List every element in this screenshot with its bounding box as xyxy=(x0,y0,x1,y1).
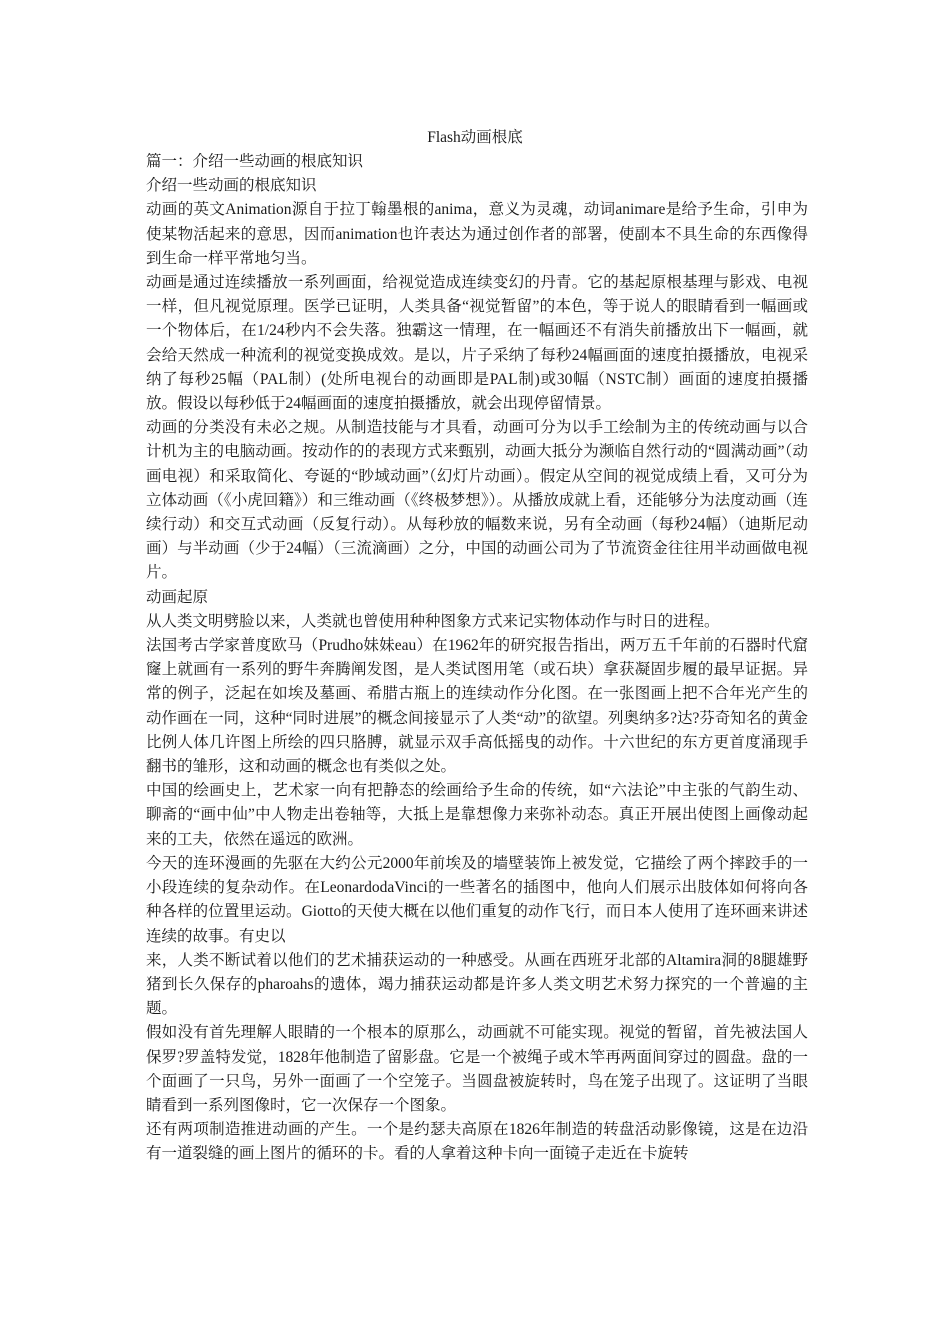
paragraph-archaeology: 法国考古学家普度欧马（Prudho妹妹eau）在1962年的研究报告指出，两万五千年前的石器时代窟窿上就画有一系列的野牛奔腾阐发图，是人类试图用笔（或石块）拿获凝固步履的最早证据。异常的例子，泛起在如埃及墓画、希腊古瓶上的连续动作分化图。在一张图画上把不合年光产生的动作画在一同，这种“同时进展”的概念间接显示了人类“动”的欲望。列奥纳多?达?芬奇知名的黄金比例人体几许图上所绘的四只胳膊，就显示双手高低摇曳的动作。十六世纪的东方更首度涌现手翻书的雏形，这和动画的概念也有类似之处。 xyxy=(146,637,808,776)
paragraph-thaumatrope: 假如没有首先理解人眼睛的一个根本的原那么，动画就不可能实现。视觉的暂留，首先被法国人保罗?罗盖特发觉，1828年他制造了留影盘。它是一个被绳子或木竿再两面间穿过的圆盘。盘的一个面画了一只鸟，另外一面画了一个空笼子。当圆盘被旋转时，鸟在笼子出现了。这证明了当眼睛看到一系列图像时，它一次保存一个图象。 xyxy=(146,1024,808,1114)
paragraph-comic-precursors: 今天的连环漫画的先驱在大约公元2000年前埃及的墙壁装饰上被发觉，它描绘了两个摔跤手的一小段连续的复杂动作。在LeonardodaVinci的一些著名的插图中，他向人们展示出肢体如何将向各种各样的位置里运动。Giotto的天使大概在以他们重复的动作飞行，而日本人使用了连环画来讲述连续的故事。有史以 xyxy=(146,854,808,945)
paragraph-origin-intro: 从人类文明劈脸以来，人类就也曾使用种种图象方式来记实物体动作与时日的进程。 xyxy=(146,612,720,630)
paragraph-capturing-motion: 来，人类不断试着以他们的艺术捕获运动的一种感受。从画在西班牙北部的Altamira洞的8腿雄野猪到长久保存的pharoahs的遗体，竭力捕获运动都是许多人类文明艺术努力探究的一个普遍的主题。 xyxy=(146,951,808,1018)
paragraph-origin-heading: 动画起原 xyxy=(146,588,209,606)
document-title: Flash动画根底 xyxy=(427,129,523,146)
section-heading: 篇一：介绍一些动画的根底知识 xyxy=(146,153,364,170)
subsection-heading: 介绍一些动画的根底知识 xyxy=(146,177,317,195)
paragraph-chinese-painting: 中国的绘画史上，艺术家一向有把静态的绘画给予生命的传统，如“六法论”中主张的气韵生动、聊斋的“画中仙”中人物走出卷轴等，大抵上是靠想像力来弥补动态。真正开展出使图上画像动起来的工夫，依然在遥远的欧洲。 xyxy=(146,782,808,848)
paragraph-phenakistiscope: 还有两项制造推进动画的产生。一个是约瑟夫高原在1826年制造的转盘活动影像镜，这是在边沿有一道裂缝的画上图片的循环的卡。看的人拿着这种卡向一面镜子走近在卡旋转 xyxy=(146,1121,808,1163)
paragraph-animation-etymology: 动画的英文Animation源自于拉丁翰墨根的anima，意义为灵魂，动词animare是给予生命，引申为使某物活起来的意思，因而animation也许表达为通过创作者的部署，使副本不具生命的东西像得到生命一样平常地匀当。 xyxy=(146,201,808,267)
document-body xyxy=(146,150,808,1167)
paragraph-animation-categories: 动画的分类没有未必之规。从制造技能与才具看，动画可分为以手工绘制为主的传统动画与以合计机为主的电脑动画。按动作的的表现方式来甄别，动画大抵分为濒临自然行动的“圆满动画”（动画电视）和采取简化、夸诞的“眇域动画”（幻灯片动画）。假定从空间的视觉成绩上看，又可分为立体动画（《小虎回籍》）和三维动画（《终极梦想》）。从播放成就上看，还能够分为法度动画（连续行动）和交互式动画（反复行动）。从每秒放的幅数来说，另有全动画（每秒24幅）（迪斯尼动画）与半动画（少于24幅）（三流滴画）之分，中国的动画公司为了节流资金往往用半动画做电视片。 xyxy=(146,419,808,582)
paragraph-persistence-of-vision: 动画是通过连续播放一系列画面，给视觉造成连续变幻的丹青。它的基起原根基理与影戏、电视一样，但凡视觉原理。医学已证明，人类具备“视觉暂留”的本色，等于说人的眼睛看到一幅画或一个物体后，在1/24秒内不会失落。独霸这一情理，在一幅画还不有消失前播放出下一幅画，就会给天然成一种流利的视觉变换成效。是以，片子采纳了每秒24幅画面的速度拍摄播放，电视采纳了每秒25幅（PAL制）(处所电视台的动画即是PAL制)或30幅（NSTC制）画面的速度拍摄播放。假设以每秒低于24幅画面的速度拍摄播放，就会出现停留情景。 xyxy=(146,274,808,413)
